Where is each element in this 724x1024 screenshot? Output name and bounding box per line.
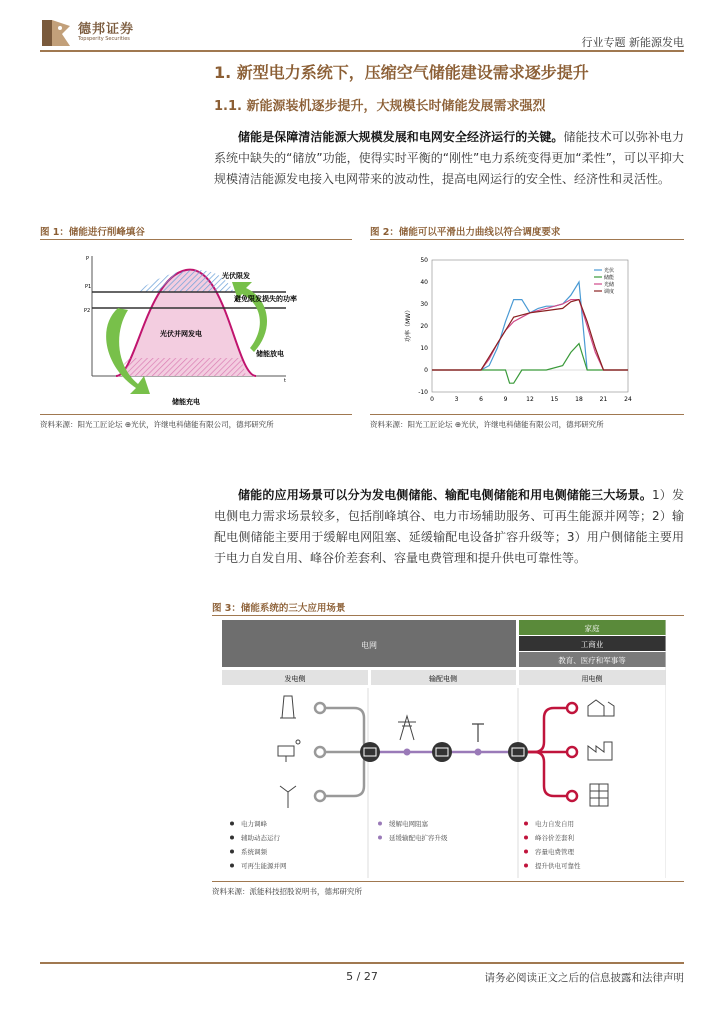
- header-category: 行业专题 新能源发电: [581, 36, 684, 49]
- fig3-grid-label: 电网: [361, 641, 377, 650]
- fig2-x-tick: 18: [575, 396, 583, 403]
- fig1-label-discharge: 储能放电: [256, 350, 284, 358]
- fig2-legend-label: 光储: [604, 282, 615, 288]
- house-icon: [588, 700, 614, 716]
- fig3-diagram: [222, 620, 666, 878]
- utility-pole-icon: [472, 724, 484, 742]
- fig1-axis-t: t: [284, 378, 286, 384]
- logo-text: 德邦证券: [78, 22, 135, 37]
- fig3-bullet: [524, 822, 528, 826]
- fig2-legend-label: 储能: [604, 275, 615, 281]
- section-title: 1. 新型电力系统下，压缩空气储能建设需求逐步提升: [214, 63, 589, 82]
- fig3-list-item: 电力自发自用: [535, 820, 574, 828]
- fig1-label-pv-limit: 光伏限发: [222, 272, 250, 280]
- fig3-bullet: [230, 822, 234, 826]
- fig2-y-tick: 0: [424, 367, 428, 374]
- fig3-list-item: 可再生能源并网: [241, 862, 287, 870]
- fig3-list-item: 缓解电网阻塞: [389, 820, 428, 828]
- fig2-title-rule: [370, 239, 684, 240]
- fig2-plot-frame: [432, 260, 628, 392]
- fig3-col-trans: 输配电侧: [429, 675, 457, 683]
- fig3-bullet: [230, 836, 234, 840]
- fig1-label-avoid: 避免限发损失的功率: [234, 295, 297, 303]
- fig3-list-item: 延缓输配电扩容升级: [389, 834, 448, 842]
- footer-disclaimer: 请务必阅读正文之后的信息披露和法律声明: [484, 972, 684, 984]
- fig3-user-public-label: 教育、医疗和军事等: [558, 656, 626, 665]
- paragraph-2-body: 1）发电侧电力需求场景较多，包括削峰填谷、电力市场辅助服务、可再生能源并网等；2）输配电侧储能主要用于缓解电网阻塞、延缓输配电设备扩容升级等；3）用户侧储能主要用于电力自发自用、峰谷价差套利、容量电费管理和提升供电可靠性等。: [214, 488, 684, 565]
- fig3-user-home-label: 家庭: [584, 624, 600, 633]
- fig3-bullet: [230, 850, 234, 854]
- paragraph-1: [214, 127, 684, 190]
- logo-subtext: Topsperity Securities: [78, 36, 130, 42]
- fig2-x-tick: 0: [430, 396, 434, 403]
- fig3-list-item: 峰谷价差套利: [535, 834, 574, 842]
- fig2-x-tick: 3: [454, 396, 459, 403]
- fig3-title: 图 3：储能系统的三大应用场景: [212, 603, 346, 614]
- battery-node-trans-icon: [432, 742, 452, 762]
- fig1-title-rule: [40, 239, 352, 240]
- fig3-bullet: [524, 864, 528, 868]
- fig2-legend-label: 调度: [604, 289, 615, 295]
- fig2-legend-label: 光伏: [604, 268, 615, 274]
- fig2-y-tick: 40: [420, 279, 428, 286]
- fig3-list-item: 提升供电可靠性: [535, 862, 581, 870]
- solar-panel-icon: [278, 740, 300, 762]
- fig1-label-pv-grid: 光伏并网发电: [160, 330, 202, 338]
- fig2-x-tick: 24: [624, 396, 632, 403]
- fig3-bullet: [524, 850, 528, 854]
- building-icon: [590, 784, 608, 806]
- fig2-x-tick: 12: [526, 396, 534, 403]
- fig1-diagram: [76, 248, 326, 410]
- fig2-y-tick: 20: [420, 323, 428, 330]
- wind-turbine-icon: [280, 786, 296, 808]
- fig3-bullet: [230, 864, 234, 868]
- fig2-y-tick: 50: [420, 257, 428, 264]
- fig2-series-line: [432, 300, 628, 370]
- battery-node-gen-icon: [360, 742, 380, 762]
- footer-divider: [40, 962, 684, 964]
- fig2-source: 资料来源：阳光工匠论坛 ⊕光伏，许继电科储能有限公司，德邦研究所: [370, 420, 604, 429]
- paragraph-2-lead: 储能的应用场景可以分为发电侧储能、输配电侧储能和用电侧储能三大场景。: [238, 488, 652, 502]
- fig2-x-tick: 9: [503, 396, 508, 403]
- fig1-axis-p: P: [86, 256, 90, 262]
- fig2-x-tick: 21: [599, 396, 608, 403]
- fig1-source: 资料来源：阳光工匠论坛 ⊕光伏，许继电科储能有限公司，德邦研究所: [40, 420, 274, 429]
- fig2-title: 图 2：储能可以平滑出力曲线以符合调度要求: [370, 227, 561, 238]
- page-number: 5 / 27: [346, 970, 378, 983]
- fig3-bullet: [378, 822, 382, 826]
- fig2-x-tick: 6: [479, 396, 483, 403]
- power-plant-icon: [280, 696, 296, 718]
- transmission-tower-icon: [398, 716, 416, 740]
- fig1-label-charge: 储能充电: [172, 398, 200, 406]
- fig2-y-tick: -10: [418, 389, 428, 396]
- paragraph-2: [214, 485, 684, 569]
- battery-node-user-icon: [508, 742, 528, 762]
- fig3-col-user: 用电侧: [581, 675, 603, 683]
- fig3-list-item: 容量电费管理: [535, 848, 574, 856]
- factory-icon: [588, 742, 612, 760]
- fig3-list-item: 电力调峰: [241, 820, 267, 828]
- header-divider: [40, 50, 684, 52]
- fig3-list-item: 辅助动态运行: [241, 834, 280, 842]
- fig1-source-rule: [40, 414, 352, 415]
- subsection-title: 1.1. 新能源装机逐步提升，大规模长时储能发展需求强烈: [214, 99, 546, 114]
- fig3-list-item: 系统调频: [241, 848, 267, 856]
- fig1-axis-p2: P2: [84, 308, 91, 314]
- fig2-series-line: [432, 344, 628, 384]
- fig2-x-tick: 15: [550, 396, 559, 403]
- fig3-bullet: [378, 836, 382, 840]
- fig3-col-gen: 发电侧: [284, 675, 306, 683]
- fig2-series-line: [481, 282, 587, 370]
- company-logo-icon: [40, 16, 72, 50]
- fig2-y-tick: 30: [420, 301, 428, 308]
- fig3-bullet: [524, 836, 528, 840]
- fig3-source-rule: [212, 881, 684, 882]
- paragraph-1-lead: 储能是保障清洁能源大规模发展和电网安全经济运行的关键。: [238, 130, 564, 144]
- fig2-y-axis-label: 功率（MW）: [405, 306, 412, 342]
- paragraph-1-body: 储能技术可以弥补电力系统中缺失的“储放”功能，使得实时平衡的“刚性”电力系统变得更加“柔性”，可以平抑大规模清洁能源发电接入电网带来的波动性，提高电网运行的安全性、经济性和灵活性。: [214, 130, 684, 186]
- fig1-title: 图 1：储能进行削峰填谷: [40, 227, 145, 238]
- fig3-user-commercial-label: 工商业: [580, 640, 604, 649]
- fig3-source: 资料来源：派能科技招股说明书，德邦研究所: [212, 887, 362, 896]
- fig3-title-rule: [212, 615, 684, 616]
- fig2-chart: [398, 252, 638, 408]
- fig1-axis-p1: P1: [85, 284, 92, 290]
- fig2-source-rule: [370, 414, 684, 415]
- fig2-y-tick: 10: [420, 345, 428, 352]
